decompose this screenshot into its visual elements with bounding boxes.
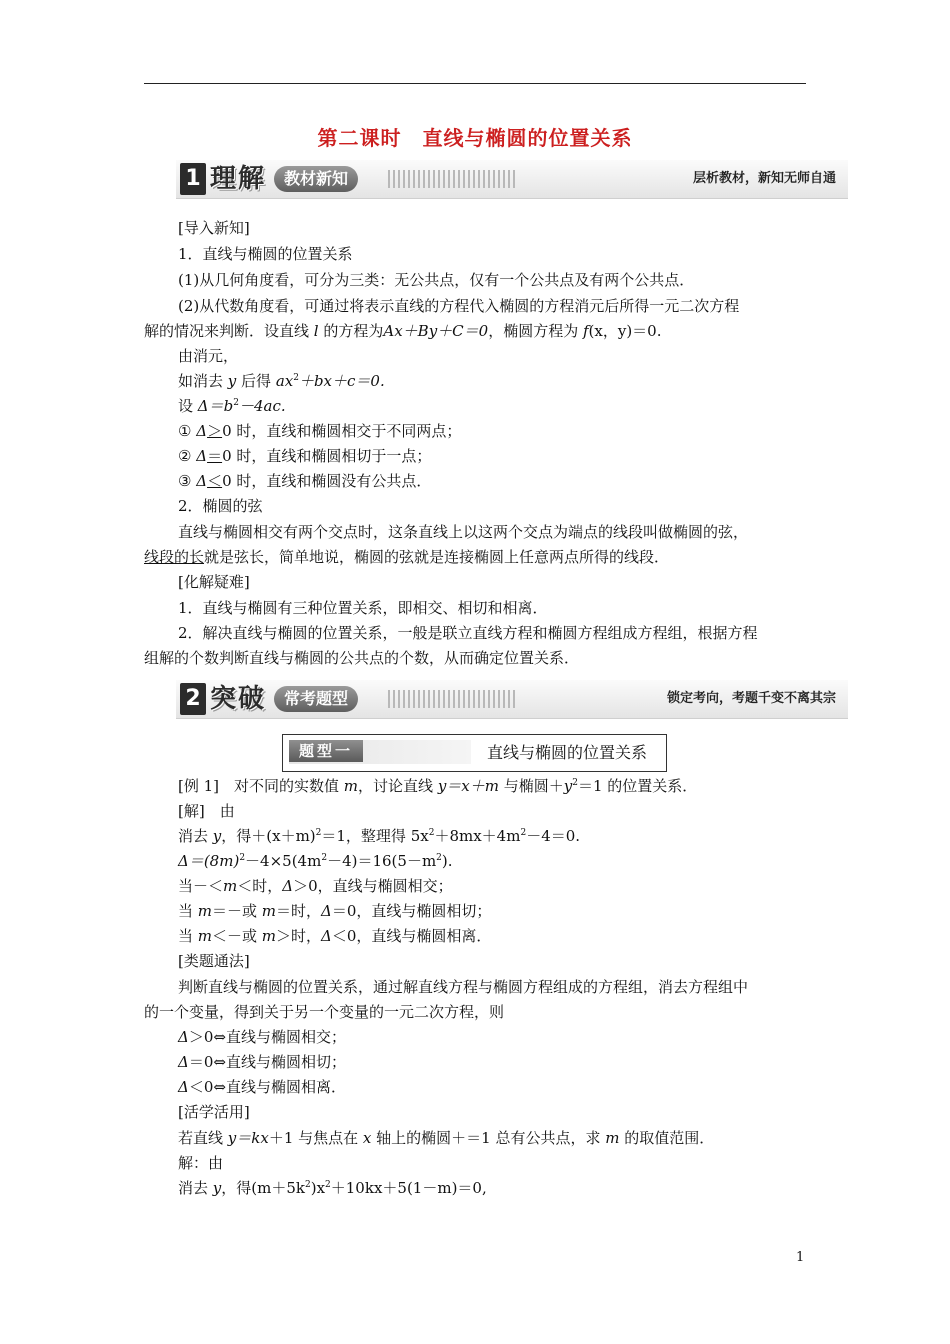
paragraph-quadratic: 如消去 y 后得 $ax^2+bx+c=0$. xyxy=(178,372,385,390)
example-1-case-separate: 当 m＜－或 m＞时，Δ＜0，直线与椭圆相离． xyxy=(178,927,492,945)
case-separate: ③ Δ＜0 时，直线和椭圆没有公共点． xyxy=(178,472,432,490)
banner-subheading: 教材新知 xyxy=(274,166,358,192)
example-1-step-eliminate: 消去 y，得$+(x+m)^2=1$，整理得 $5x^2+8mx+4m^2-4=0$. xyxy=(178,827,581,845)
banner-number: 1 xyxy=(180,163,206,195)
banner-subheading: 常考题型 xyxy=(274,686,358,712)
example-1-statement: [例 1] 对不同的实数值 m，讨论直线 y＝x＋m 与椭圆$+y^2=1$ 的位置关系． xyxy=(178,777,698,795)
example-1-case-intersect: 当－＜m＜时，Δ＞0，直线与椭圆相交； xyxy=(178,877,453,895)
method-rule-intersect: Δ＞0⇔直线与椭圆相交； xyxy=(178,1028,346,1046)
section-label-intro: [导入新知] xyxy=(178,219,250,237)
banner-hatch-decoration xyxy=(388,690,518,708)
question-type-box xyxy=(282,734,667,772)
paragraph-algebraic: (2)从代数角度看，可通过将表示直线的方程代入椭圆的方程消元后所得一元二次方程 xyxy=(178,297,740,315)
paragraph-elimination: 由消元， xyxy=(178,347,239,365)
banner-hatch-decoration xyxy=(388,170,518,188)
question-type-tag xyxy=(289,740,471,764)
clarify-point-1: 1．直线与椭圆有三种位置关系，即相交、相切和相离． xyxy=(178,599,548,617)
section-banner-breakthrough xyxy=(176,680,848,719)
example-1-solution-label: [解] 由 xyxy=(178,802,235,820)
page-number: 1 xyxy=(796,1250,805,1265)
example-1-step-discriminant: $\Delta=(8m)^2-4\times 5(4m^2-4)=16(5-m^2)$. xyxy=(178,852,453,870)
paragraph-geometric: (1)从几何角度看，可分为三类：无公共点，仅有一个公共点及有两个公共点． xyxy=(178,271,695,289)
heading-chord: 2．椭圆的弦 xyxy=(178,497,263,515)
case-tangent: ② Δ＝0 时，直线和椭圆相切于一点； xyxy=(178,447,432,465)
section-label-method: [类题通法] xyxy=(178,952,250,970)
header-rule xyxy=(144,83,806,84)
section-label-practice: [活学活用] xyxy=(178,1103,250,1121)
paragraph-chord-cont: 线段的长就是弦长，简单地说，椭圆的弦就是连接椭圆上任意两点所得的线段． xyxy=(144,548,670,566)
heading-position-relation: 1．直线与椭圆的位置关系 xyxy=(178,245,353,263)
example-1-case-tangent: 当 m＝－或 m＝时，Δ＝0，直线与椭圆相切； xyxy=(178,902,492,920)
method-rule-separate: Δ＜0⇔直线与椭圆相离． xyxy=(178,1078,346,1096)
clarify-point-2-cont: 组解的个数判断直线与椭圆的公共点的个数，从而确定位置关系． xyxy=(144,649,580,667)
paragraph-discriminant: 设 $\Delta=b^2-4ac$. xyxy=(178,397,286,415)
banner-heading: 突破 xyxy=(210,684,267,714)
practice-step-eliminate: 消去 y，得$(m+5k^2)x^2+10kx+5(1-m)=0$, xyxy=(178,1179,487,1197)
case-intersect: ① Δ＞0 时，直线和椭圆相交于不同两点； xyxy=(178,422,462,440)
question-type-title: 直线与椭圆的位置关系 xyxy=(487,743,648,762)
method-rule-tangent: Δ＝0⇔直线与椭圆相切； xyxy=(178,1053,346,1071)
practice-problem: 若直线 y＝kx＋1 与焦点在 x 轴上的椭圆＋＝1 总有公共点，求 m 的取值范围． xyxy=(178,1129,715,1147)
section-banner-understand xyxy=(176,160,848,199)
section-label-clarify: [化解疑难] xyxy=(178,573,250,591)
paragraph-algebraic-cont: 解的情况来判断．设直线 l 的方程为Ax＋By＋C＝0，椭圆方程为 f(x，y)＝0. xyxy=(144,322,662,340)
method-paragraph-cont: 的一个变量，得到关于另一个变量的一元二次方程，则 xyxy=(144,1003,505,1021)
banner-slogan: 层析教材，新知无师自通 xyxy=(692,171,836,186)
practice-solution-label: 解：由 xyxy=(178,1154,224,1172)
clarify-point-2: 2．解决直线与椭圆的位置关系，一般是联立直线方程和椭圆方程组成方程组，根据方程 xyxy=(178,624,758,642)
paragraph-chord: 直线与椭圆相交有两个交点时，这条直线上以这两个交点为端点的线段叫做椭圆的弦， xyxy=(178,523,749,541)
banner-heading: 理解 xyxy=(210,164,267,194)
banner-number: 2 xyxy=(180,683,206,715)
banner-slogan: 锁定考向，考题千变不离其宗 xyxy=(666,691,836,706)
question-type-label: 题型一 xyxy=(289,740,363,762)
page-title: 第二课时 直线与椭圆的位置关系 xyxy=(317,126,633,150)
method-paragraph: 判断直线与椭圆的位置关系，通过解直线方程与椭圆方程组成的方程组，消去方程组中 xyxy=(178,978,749,996)
